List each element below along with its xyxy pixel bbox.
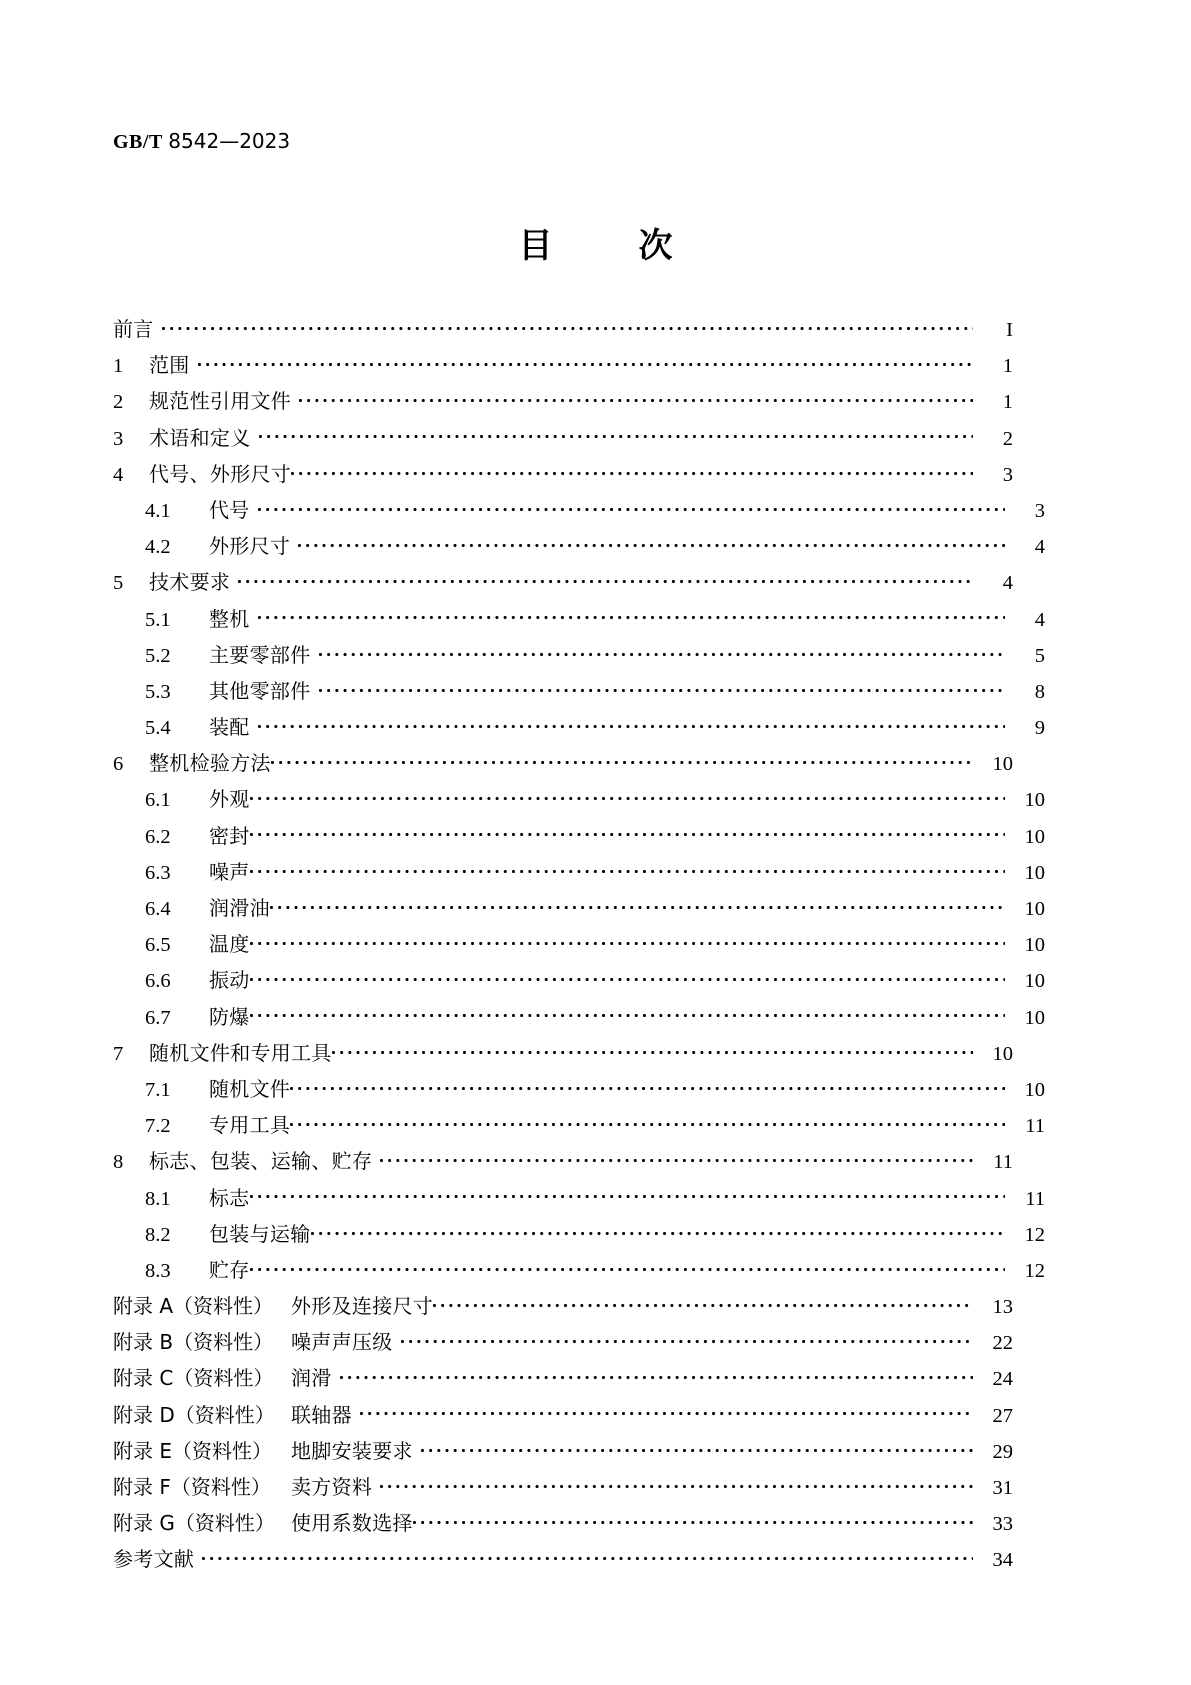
toc-entry[interactable] [113,385,1013,421]
toc-leader-dots [250,1184,1005,1205]
toc-entry-page-number: 10 [992,1042,1013,1065]
toc-leader-dots [238,569,973,590]
toc-entry-label: 使用系数选择 [291,1511,413,1536]
toc-entry-label: 专用工具 [209,1113,291,1138]
toc-entry[interactable] [113,1362,1013,1398]
toc-entry[interactable] [113,928,1045,964]
toc-entry-label: 随机文件和专用工具 [149,1040,332,1065]
toc-entry-page-number: 10 [1024,825,1045,848]
toc-entry[interactable] [113,1145,1013,1181]
toc-entry-annex-tag: 附录 G（资料性） [113,1511,275,1536]
toc-entry-label: 标志 [209,1185,250,1210]
toc-leader-dots [258,605,1005,626]
toc-entry-page-number: 4 [1034,608,1045,631]
toc-entry-number: 4 [113,463,124,486]
toc-entry-number: 6 [113,753,124,776]
toc-entry-number: 5.1 [145,608,171,631]
toc-leader-dots [360,1401,973,1422]
toc-entry-page-number: 29 [992,1440,1013,1463]
toc-entry-number: 3 [113,427,124,450]
toc-entry[interactable] [113,1073,1045,1109]
toc-entry-page-number: 10 [992,753,1013,776]
toc-entry-annex-tag: 附录 E（资料性） [113,1438,272,1463]
toc-entry-number: 8.2 [145,1223,171,1246]
toc-leader-dots [259,424,974,445]
toc-leader-dots [311,1220,1006,1241]
toc-leader-dots [258,496,1005,517]
toc-entry-page-number: 24 [992,1368,1013,1391]
toc-entry[interactable] [113,1109,1045,1145]
toc-entry-label: 包装与运输 [209,1221,311,1246]
toc-entry[interactable] [113,1543,1013,1579]
toc-entry-number: 7 [113,1042,124,1065]
toc-entry-page-number: 5 [1034,644,1045,667]
toc-entry[interactable] [113,1435,1013,1471]
toc-leader-dots [380,1474,973,1495]
toc-leader-dots [319,641,1006,662]
toc-entry-page-number: I [1006,319,1013,341]
toc-entry-label: 密封 [209,823,250,848]
standard-header [113,129,290,154]
toc-leader-dots [250,967,1005,988]
toc-entry-label: 其他零部件 [209,678,311,703]
toc-entry[interactable] [113,458,1013,494]
toc-entry-label: 主要零部件 [209,642,311,667]
toc-entry-label: 防爆 [209,1004,250,1029]
toc-entry[interactable] [113,711,1045,747]
table-of-contents [113,313,1045,1580]
toc-leader-dots [433,1293,973,1314]
toc-entry[interactable] [113,1326,1013,1362]
toc-entry-label: 外形及连接尺寸 [291,1294,434,1319]
toc-entry-page-number: 1 [1002,391,1013,414]
toc-entry-number: 5.4 [145,717,171,740]
toc-entry-annex-tag: 附录 B（资料性） [113,1330,274,1355]
toc-entry-page-number: 11 [1025,1115,1045,1138]
toc-entry-page-number: 3 [1034,499,1045,522]
toc-entry-label: 代号 [209,497,250,522]
toc-entry-number: 5 [113,572,124,595]
toc-entry-page-number: 22 [992,1332,1013,1355]
toc-entry[interactable] [113,675,1045,711]
toc-entry-page-number: 10 [1024,1006,1045,1029]
toc-entry-label: 装配 [209,715,250,740]
toc-entry-number: 5.2 [145,644,171,667]
toc-entry-label: 标志、包装、运输、贮存 [149,1149,373,1174]
toc-entry[interactable] [113,603,1045,639]
toc-leader-dots [271,750,973,771]
toc-leader-dots [413,1510,973,1531]
toc-entry[interactable] [113,1037,1013,1073]
toc-leader-dots [319,677,1006,698]
page-title: 目 次 [518,226,699,266]
standard-number: 8542—2023 [168,129,291,153]
toc-entry-number: 6.1 [145,789,171,812]
toc-entry-number: 6.7 [145,1006,171,1029]
toc-entry[interactable] [113,1471,1013,1507]
toc-entry-page-number: 8 [1034,680,1045,703]
toc-entry-page-number: 11 [993,1151,1013,1174]
toc-leader-dots [250,822,1005,843]
toc-entry-page-number: 11 [1025,1187,1045,1210]
toc-entry[interactable] [113,747,1013,783]
toc-entry[interactable] [113,494,1045,530]
toc-entry-number: 5.3 [145,680,171,703]
toc-entry-page-number: 31 [992,1477,1013,1499]
toc-leader-dots [332,1039,973,1060]
toc-entry-label: 范围 [149,353,190,378]
toc-entry-label: 外形尺寸 [209,534,291,559]
toc-entry[interactable] [113,313,1013,349]
toc-entry-label: 地脚安装要求 [291,1438,413,1463]
toc-entry[interactable] [113,1001,1045,1037]
toc-entry[interactable] [113,639,1045,675]
toc-entry-number: 6.5 [145,934,171,957]
toc-entry-page-number: 2 [1002,427,1013,450]
toc-entry-number: 6.3 [145,861,171,884]
toc-leader-dots [202,1546,973,1567]
toc-entry-page-number: 10 [1024,789,1045,812]
toc-entry[interactable] [113,1290,1013,1326]
toc-entry-label: 技术要求 [149,570,231,595]
toc-entry-label: 整机 [209,606,250,631]
toc-entry-label: 代号、外形尺寸 [149,461,292,486]
toc-leader-dots [298,533,1005,554]
toc-entry[interactable] [113,422,1013,458]
toc-entry-annex-tag: 附录 D（资料性） [113,1402,275,1427]
toc-entry-page-number: 10 [1024,934,1045,957]
toc-entry[interactable] [113,820,1045,856]
toc-leader-dots [380,1148,973,1169]
toc-entry-number: 6.2 [145,825,171,848]
toc-entry-annex-tag: 附录 A（资料性） [113,1294,274,1319]
standard-code: GB/T [113,131,163,153]
toc-entry-number: 7.2 [145,1115,171,1138]
toc-entry[interactable] [113,566,1013,602]
toc-entry-page-number: 34 [992,1549,1013,1572]
toc-entry[interactable] [113,856,1045,892]
toc-entry[interactable] [113,783,1045,819]
toc-entry[interactable] [113,1254,1045,1290]
toc-entry-label: 润滑 [291,1366,332,1391]
toc-entry-annex-tag: 附录 C（资料性） [113,1366,274,1391]
toc-entry-label: 外观 [209,787,250,812]
toc-entry-page-number: 13 [992,1296,1013,1319]
toc-leader-dots [198,352,973,373]
toc-entry[interactable] [113,1399,1013,1435]
toc-leader-dots [401,1329,974,1350]
toc-leader-dots [291,460,973,481]
toc-entry-label: 联轴器 [291,1402,352,1427]
toc-entry-number: 8.3 [145,1259,171,1282]
toc-entry-label: 前言 [113,317,154,341]
toc-entry-number: 8 [113,1151,124,1174]
toc-leader-dots [250,1003,1005,1024]
toc-leader-dots [290,1112,1005,1133]
toc-leader-dots [162,316,973,337]
toc-entry-page-number: 3 [1002,463,1013,486]
toc-entry-page-number: 9 [1034,717,1045,740]
toc-entry-label: 振动 [209,968,250,993]
toc-entry-number: 2 [113,391,124,414]
toc-entry[interactable] [113,349,1013,385]
toc-leader-dots [250,786,1005,807]
toc-entry-number: 4.2 [145,536,171,559]
toc-entry-page-number: 10 [1024,861,1045,884]
toc-entry-label: 噪声 [209,859,250,884]
toc-leader-dots [421,1437,973,1458]
toc-entry-number: 1 [113,355,124,378]
toc-entry-label: 贮存 [209,1257,250,1282]
toc-entry-number: 8.1 [145,1187,171,1210]
toc-entry[interactable] [113,892,1045,928]
toc-leader-dots [270,895,1005,916]
toc-entry-number: 4.1 [145,499,171,522]
toc-entry-number: 6.6 [145,970,171,993]
toc-entry-page-number: 12 [1024,1223,1045,1246]
toc-entry-page-number: 1 [1002,355,1013,378]
toc-entry-page-number: 10 [1024,898,1045,920]
toc-leader-dots [258,714,1005,735]
toc-entry[interactable] [113,1218,1045,1254]
toc-entry-page-number: 33 [992,1513,1013,1536]
toc-leader-dots [250,858,1005,879]
toc-entry[interactable] [113,1182,1045,1218]
toc-entry-label: 整机检验方法 [149,751,271,776]
toc-leader-dots [340,1365,973,1386]
toc-entry-page-number: 10 [1024,1078,1045,1101]
toc-entry-number: 6.4 [145,898,171,920]
toc-entry-label: 噪声声压级 [291,1330,393,1355]
toc-entry-page-number: 4 [1034,536,1045,559]
toc-entry-page-number: 4 [1002,572,1013,595]
toc-entry-number: 7.1 [145,1078,171,1101]
toc-leader-dots [250,931,1005,952]
toc-entry-annex-tag: 附录 F（资料性） [113,1475,271,1499]
toc-entry[interactable] [113,964,1045,1000]
toc-entry[interactable] [113,1507,1013,1543]
toc-leader-dots [290,1075,1005,1096]
toc-entry-label: 温度 [209,932,250,957]
toc-entry-label: 术语和定义 [149,425,251,450]
toc-entry-label: 参考文献 [113,1547,195,1572]
toc-entry-label: 润滑油 [209,896,270,920]
toc-entry-label: 规范性引用文件 [149,389,292,414]
toc-entry-label: 卖方资料 [291,1475,373,1499]
toc-leader-dots [250,1256,1005,1277]
toc-entry-page-number: 27 [992,1404,1013,1427]
toc-entry-page-number: 10 [1024,970,1045,993]
toc-entry-label: 随机文件 [209,1076,291,1101]
toc-leader-dots [299,388,973,409]
toc-entry-page-number: 12 [1024,1259,1045,1282]
toc-entry[interactable] [113,530,1045,566]
